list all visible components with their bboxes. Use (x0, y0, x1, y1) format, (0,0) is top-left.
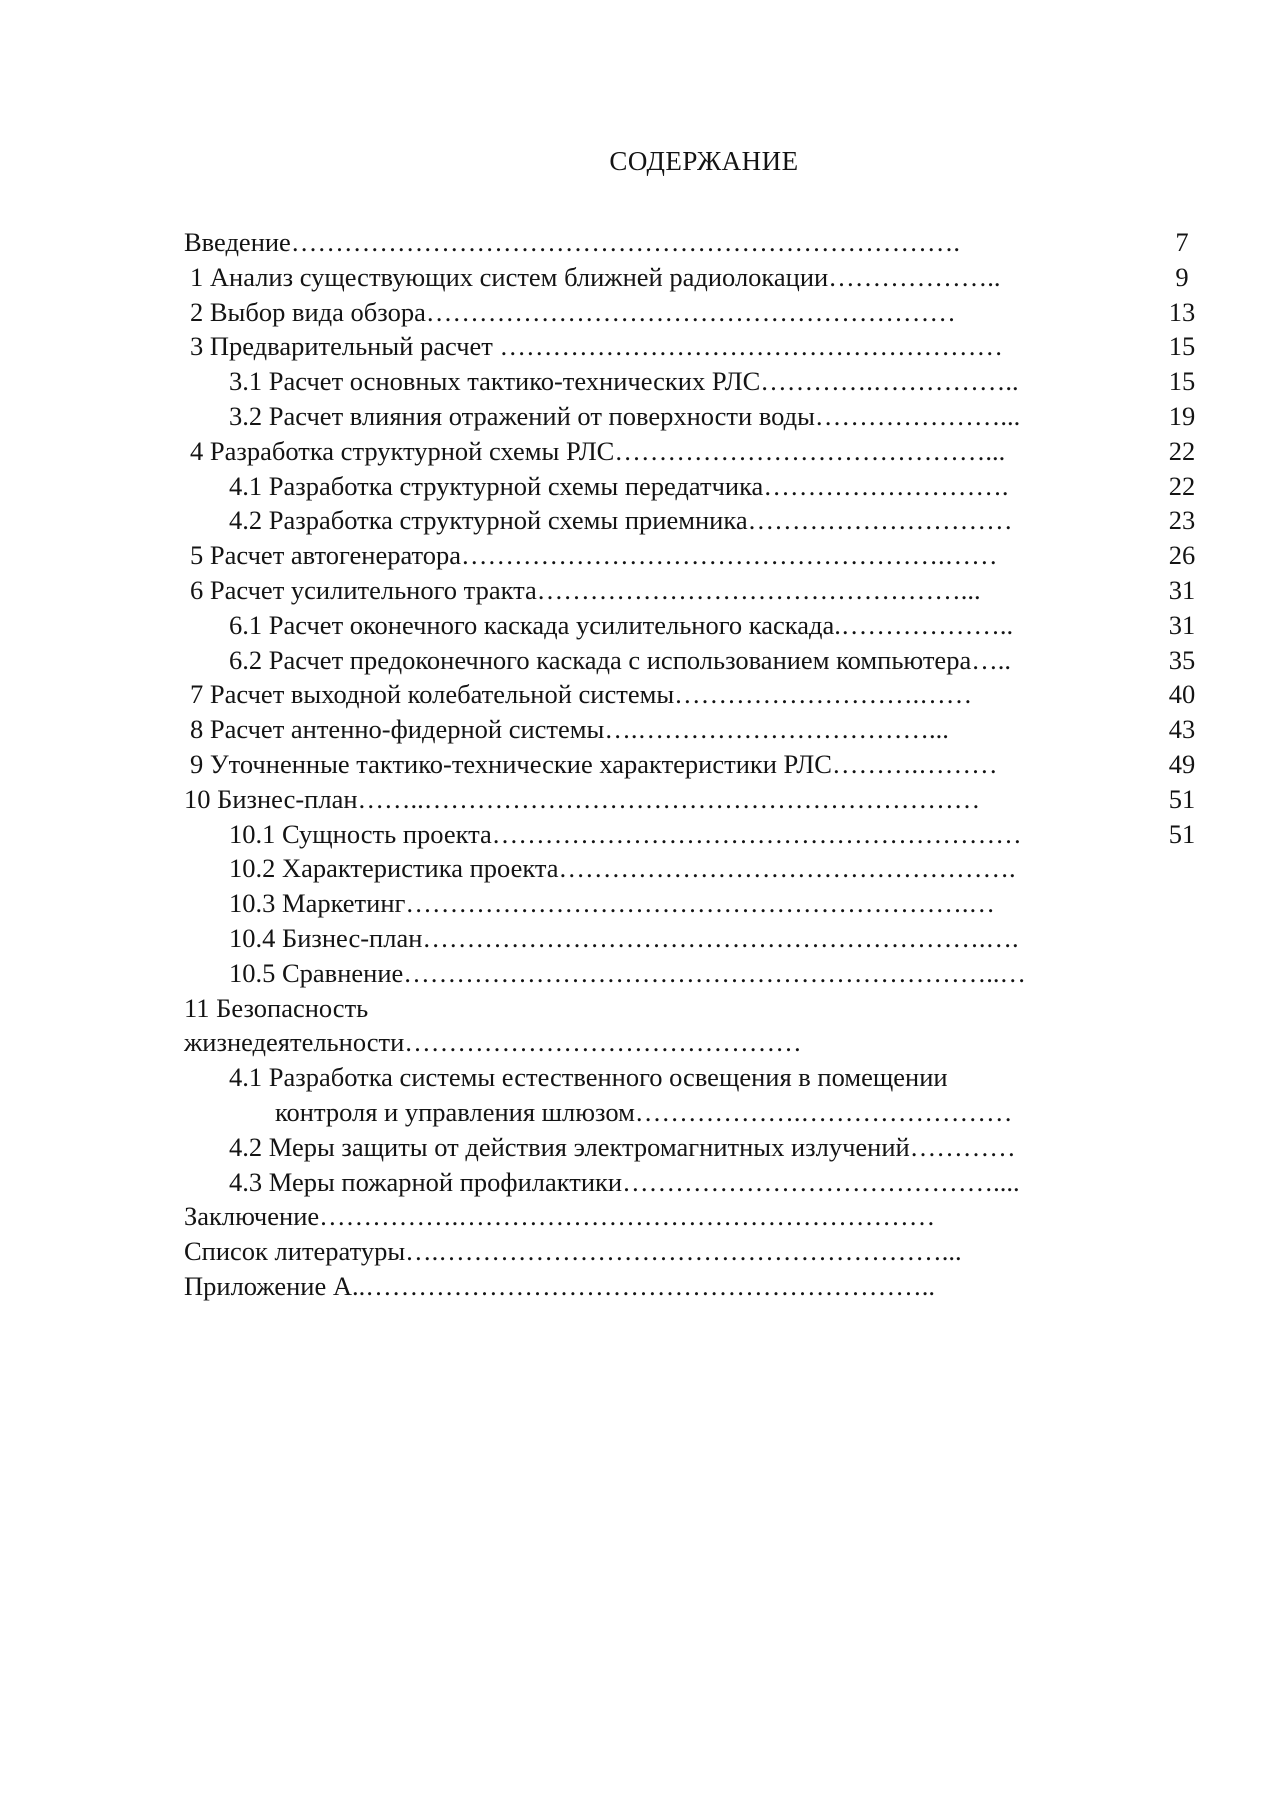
toc-entry-conclusion (184, 1199, 1204, 1234)
toc-entry-page: 23 (1168, 505, 1196, 536)
toc-entry-text: 3.1 Расчет основных тактико-технических РЛС………….…………….. (229, 366, 1019, 397)
toc-entry-text: Приложение А..……………………………………………………….. (184, 1270, 935, 1301)
toc-entry-appendix-a (184, 1269, 1204, 1304)
toc-entry-page: 15 (1168, 366, 1196, 397)
toc-entry-section-6-2 (184, 643, 1204, 678)
toc-entry-section-10-5 (184, 956, 1204, 991)
toc-entry-section-11-4-1-continued (184, 1095, 1204, 1130)
toc-entry-page: 31 (1168, 574, 1196, 605)
toc-entry-page: 26 (1168, 540, 1196, 571)
toc-entry-chapter-8 (184, 712, 1204, 747)
toc-entry-chapter-2 (184, 295, 1204, 330)
toc-entry-text: 9 Уточненные тактико-технические характеристики РЛС……….……… (190, 748, 998, 779)
toc-entry-text: 10.4 Бизнес-план……………………………………………………….…. (229, 922, 1019, 953)
toc-entry-page: 35 (1168, 644, 1196, 675)
toc-entry-section-11-4-2 (184, 1130, 1204, 1165)
toc-entry-section-10-4 (184, 921, 1204, 956)
toc-entry-text: 6.1 Расчет оконечного каскада усилительного каскада.……………….. (229, 609, 1014, 640)
toc-entry-section-3-2 (184, 399, 1204, 434)
toc-entry-text: 3 Предварительный расчет ………………………………………………… (190, 331, 1003, 362)
toc-entry-section-4-2 (184, 503, 1204, 538)
toc-entry-text: 2 Выбор вида обзора…………………………………………………… (190, 296, 956, 327)
toc-entry-page: 49 (1168, 748, 1196, 779)
toc-entry-page: 22 (1168, 470, 1196, 501)
toc-entry-section-11-4-3 (184, 1165, 1204, 1200)
toc-entry-text: 4 Разработка структурной схемы РЛС……………………………………... (190, 435, 1006, 466)
toc-entry-section-10-1 (184, 817, 1204, 852)
toc-entry-page: 9 (1175, 261, 1189, 292)
toc-entry-text: 4.1 Разработка системы естественного освещения в помещении (229, 1062, 948, 1093)
toc-entry-chapter-6 (184, 573, 1204, 608)
toc-entry-chapter-9 (184, 747, 1204, 782)
toc-entry-text: Список литературы….…………………………………………………... (184, 1236, 962, 1267)
toc-entry-text: контроля и управления шлюзом……………….…………………… (275, 1096, 1013, 1127)
toc-entry-chapter-1 (184, 260, 1204, 295)
toc-entry-chapter-5 (184, 538, 1204, 573)
toc-entry-introduction (184, 225, 1204, 260)
toc-entry-text: 1 Анализ существующих систем ближней радиолокации……………….. (190, 261, 1001, 292)
toc-entry-chapter-11 (184, 991, 1204, 1026)
toc-entry-section-3-1 (184, 364, 1204, 399)
toc-entry-page: 43 (1168, 714, 1196, 745)
toc-entry-section-6-1 (184, 608, 1204, 643)
toc-entry-section-4-1 (184, 469, 1204, 504)
toc-entry-text: 4.3 Меры пожарной профилактики…………………………………….... (229, 1166, 1020, 1197)
toc-entry-section-10-2 (184, 851, 1204, 886)
toc-entry-chapter-4 (184, 434, 1204, 469)
toc-entry-text: 11 Безопасность (184, 992, 369, 1023)
toc-entry-text: 3.2 Расчет влияния отражений от поверхности воды…………………... (229, 400, 1021, 431)
toc-entry-text: 10.1 Сущность проекта…………………………………………………… (229, 818, 1022, 849)
toc-entry-text: 4.1 Разработка структурной схемы передатчика………………………. (229, 470, 1009, 501)
toc-entry-page: 19 (1168, 400, 1196, 431)
page-title: СОДЕРЖАНИЕ (609, 146, 799, 176)
toc-entry-page: 51 (1168, 783, 1196, 814)
toc-entry-section-10-3 (184, 886, 1204, 921)
toc-entry-chapter-3 (184, 329, 1204, 364)
toc-entry-text: 7 Расчет выходной колебательной системы……………………….…… (190, 679, 973, 710)
toc-entry-page: 13 (1168, 296, 1196, 327)
toc-entry-chapter-7 (184, 677, 1204, 712)
toc-entry-page: 40 (1168, 679, 1196, 710)
toc-entry-page: 51 (1168, 818, 1196, 849)
toc-entry-page: 22 (1168, 435, 1196, 466)
toc-entry-page: 15 (1168, 331, 1196, 362)
toc-entry-text: 5 Расчет автогенератора……………………………………………….…… (190, 540, 998, 571)
toc-entry-text: 8 Расчет антенно-фидерной системы….……………………………... (190, 714, 949, 745)
toc-entry-text: 10.3 Маркетинг……………………………………………………….… (229, 888, 995, 919)
toc-entry-page: 7 (1175, 227, 1189, 257)
toc-entry-text: 10.2 Характеристика проекта……………………………………………. (229, 853, 1016, 884)
toc-entry-chapter-10 (184, 782, 1204, 817)
toc-entry-text: жизнедеятельности……………………………………… (184, 1027, 802, 1058)
toc-entry-text: 6 Расчет усилительного тракта…………………………………………... (190, 574, 981, 605)
table-of-contents (184, 225, 1204, 1304)
toc-entry-page: 31 (1168, 609, 1196, 640)
toc-entry-text: 10 Бизнес-план……..……………………………………………………… (184, 783, 981, 814)
toc-entry-text: 6.2 Расчет предоконечного каскада с использованием компьютера….. (229, 644, 1011, 675)
toc-entry-text: Введение…………………………………………………………………. (184, 227, 960, 257)
toc-entry-text: Заключение…………….……………………………………………… (184, 1201, 936, 1232)
toc-entry-section-11-4-1 (184, 1060, 1204, 1095)
toc-entry-chapter-11-continued (184, 1025, 1204, 1060)
toc-entry-text: 10.5 Сравнение…………………………………………………………..… (229, 957, 1027, 988)
toc-entry-references (184, 1234, 1204, 1269)
toc-entry-text: 4.2 Разработка структурной схемы приемника………………………… (229, 505, 1013, 536)
toc-entry-text: 4.2 Меры защиты от действия электромагнитных излучений………… (229, 1131, 1016, 1162)
